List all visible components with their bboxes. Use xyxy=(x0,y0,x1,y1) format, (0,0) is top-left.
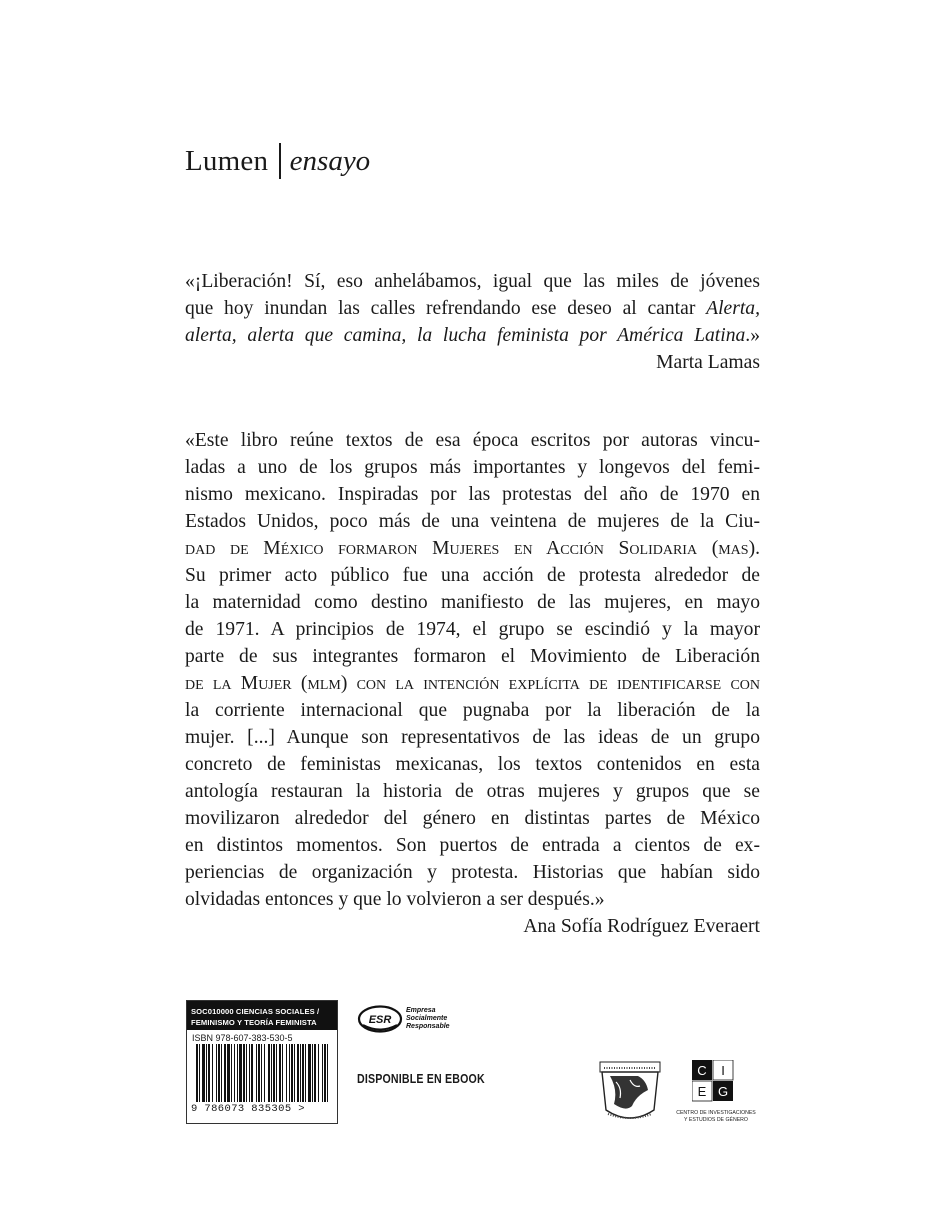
svg-text:G: G xyxy=(717,1084,729,1099)
barcode-bar xyxy=(243,1044,245,1102)
barcode-bar xyxy=(206,1044,207,1102)
quote-line: concreto de feministas mexicanas, los textos contenidos en esta xyxy=(185,754,760,775)
barcode-bar xyxy=(279,1044,281,1102)
cieg-logo xyxy=(668,1060,764,1130)
esr-text: Empresa Socialmente Responsable xyxy=(406,1007,450,1030)
barcode-bar xyxy=(256,1044,257,1102)
subject-category: SOC010000 CIENCIAS SOCIALES / FEMINISMO Y TEORÍA FEMINISTA xyxy=(187,1001,337,1030)
quote-line: de la Mujer (mlm) con la intención explícita de identificarse con xyxy=(185,673,760,694)
quote-line: alerta, alerta que camina, la lucha feminista por América Latina.» xyxy=(185,325,760,346)
barcode-bar xyxy=(258,1044,260,1102)
barcode-bar xyxy=(300,1044,301,1102)
quote-line: «¡Liberación! Sí, eso anhelábamos, igual que las miles de jóvenes xyxy=(185,271,760,292)
barcode-bar xyxy=(231,1044,232,1102)
barcode-bar xyxy=(308,1044,311,1102)
barcode-bar xyxy=(297,1044,299,1102)
barcode-bar xyxy=(302,1044,304,1102)
barcode-bar xyxy=(324,1044,326,1102)
barcode-number: 9 786073 835305 > xyxy=(191,1103,305,1115)
quote-line: que hoy inundan las calles refrendando ese deseo al cantar Alerta, xyxy=(185,298,760,319)
barcode-bar xyxy=(314,1044,316,1102)
quote-marta-lamas xyxy=(185,268,760,376)
barcode-icon xyxy=(196,1044,328,1102)
quote-line: la maternidad como destino manifiesto de las mujeres, en mayo xyxy=(185,592,760,613)
barcode-bar xyxy=(239,1044,242,1102)
barcode-bar xyxy=(218,1044,220,1102)
barcode-bar xyxy=(261,1044,262,1102)
barcode-bar xyxy=(246,1044,247,1102)
barcode-bar xyxy=(216,1044,217,1102)
quote-rodriguez-everaert xyxy=(185,427,760,940)
barcode-bar xyxy=(273,1044,275,1102)
barcode-bar xyxy=(251,1044,253,1102)
ebook-availability: DISPONIBLE EN EBOOK xyxy=(357,1072,485,1086)
cieg-logo-icon xyxy=(692,1060,734,1102)
barcode-bar xyxy=(276,1044,277,1102)
quote-line: Su primer acto público fue una acción de protesta alrededor de xyxy=(185,565,760,586)
quote-line: periencias de organización y protesta. Historias que habían sido xyxy=(185,862,760,883)
quote-line: dad de México formaron Mujeres en Acción Solidaria (mas). xyxy=(185,538,760,559)
quote-line: Estados Unidos, poco más de una veintena de mujeres de la Ciu- xyxy=(185,511,760,532)
barcode-bar xyxy=(282,1044,283,1102)
barcode-bar xyxy=(234,1044,235,1102)
barcode-bar xyxy=(271,1044,272,1102)
barcode-bar xyxy=(249,1044,250,1102)
quote-line: antología restauran la historia de otras mujeres y grupos que se xyxy=(185,781,760,802)
svg-text:C: C xyxy=(697,1063,707,1078)
barcode-bar xyxy=(327,1044,328,1102)
barcode-bar xyxy=(212,1044,213,1102)
barcode-bar xyxy=(294,1044,295,1102)
isbn-number: ISBN 978-607-383-530-5 xyxy=(192,1033,293,1043)
quote-italic: alerta, alerta que camina, la lucha feminista por América Latina xyxy=(185,325,746,346)
quote-line: de 1971. A principios de 1974, el grupo se escindió y la mayor xyxy=(185,619,760,640)
publisher-name: Lumen xyxy=(185,144,269,177)
barcode-bar xyxy=(264,1044,265,1102)
quote-line: la corriente internacional que pugnaba por la liberación de la xyxy=(185,700,760,721)
collection-header xyxy=(185,143,370,179)
quote-italic: Alerta, xyxy=(706,298,760,319)
quote-author: Ana Sofía Rodríguez Everaert xyxy=(523,916,760,937)
barcode-bar xyxy=(202,1044,205,1102)
quote-line: parte de sus integrantes formaron el Movimiento de Liberación xyxy=(185,646,760,667)
barcode-bar xyxy=(289,1044,290,1102)
quote-line: ladas a uno de los grupos más importantes y longevos del femi- xyxy=(185,457,760,478)
cieg-caption: CENTRO DE INVESTIGACIONES Y ESTUDIOS DE GÉNERO xyxy=(676,1110,756,1123)
barcode-bar xyxy=(322,1044,323,1102)
unam-seal-icon xyxy=(596,1060,664,1126)
collection-name: ensayo xyxy=(289,144,371,177)
quote-line: movilizaron alrededor del género en distintas partes de México xyxy=(185,808,760,829)
quote-line: en distintos momentos. Son puertos de entrada a cientos de ex- xyxy=(185,835,760,856)
svg-text:E: E xyxy=(697,1084,707,1099)
barcode-bar xyxy=(305,1044,306,1102)
barcode-bar xyxy=(227,1044,230,1102)
barcode-bar xyxy=(237,1044,238,1102)
barcode-bar xyxy=(224,1044,226,1102)
svg-text:ESR: ESR xyxy=(368,1014,392,1026)
barcode-bar xyxy=(318,1044,319,1102)
barcode-bar xyxy=(286,1044,287,1102)
barcode-bar xyxy=(199,1044,200,1102)
barcode-bar xyxy=(268,1044,270,1102)
barcode-bar xyxy=(291,1044,293,1102)
esr-logo xyxy=(357,1002,467,1036)
esr-logo-icon xyxy=(357,1004,403,1034)
header-divider xyxy=(279,143,281,179)
barcode-bar xyxy=(208,1044,210,1102)
quote-line: nismo mexicano. Inspiradas por las protestas del año de 1970 en xyxy=(185,484,760,505)
barcode-bar xyxy=(221,1044,222,1102)
quote-line: «Este libro reúne textos de esa época escritos por autoras vincu- xyxy=(185,430,760,451)
svg-text:I: I xyxy=(721,1063,725,1078)
quote-author: Marta Lamas xyxy=(656,352,760,373)
isbn-box xyxy=(186,1000,338,1124)
quote-line: olvidadas entonces y que lo volvieron a ser después.» xyxy=(185,889,605,910)
barcode-bar xyxy=(196,1044,198,1102)
barcode-bar xyxy=(312,1044,313,1102)
quote-line: mujer. [...] Aunque son representativos de las ideas de un grupo xyxy=(185,727,760,748)
